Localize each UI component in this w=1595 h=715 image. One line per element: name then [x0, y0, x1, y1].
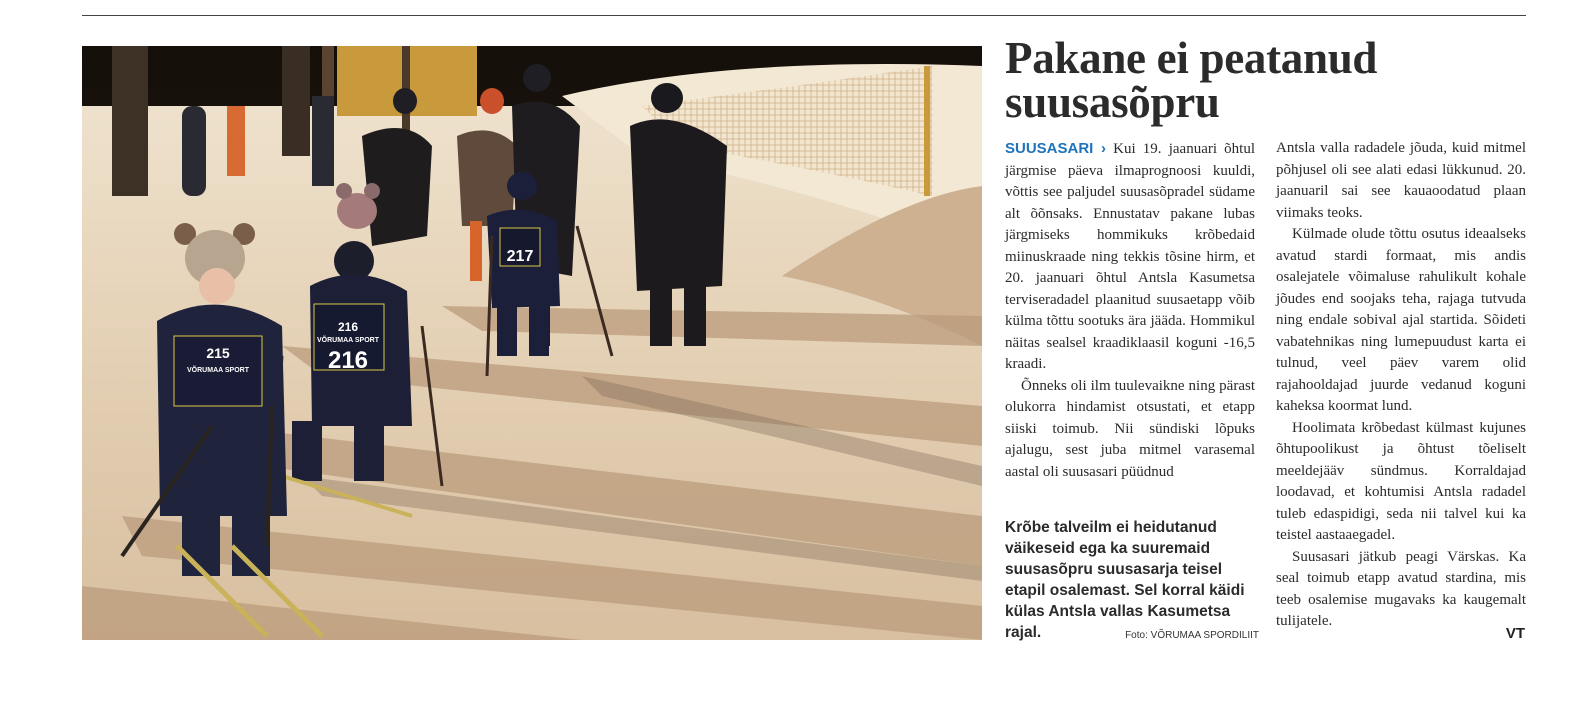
paragraph-4: Hoolimata krõbedast külmast kujunes õhtupoolikust ja õhtust tõeliselt meeldejääv sündmus. Korraldajad loodavad, et kohtumisi Antsla radadel tuleb edaspidigi, seda nii talvel kui ka teistel aastaaegadel. [1276, 419, 1526, 543]
author-initials: VT [1505, 625, 1525, 642]
photo-credit: Foto: VÕRUMAA SPORDILIIT [1125, 630, 1259, 641]
paragraph-2-continued: Antsla valla radadele jõuda, kuid mitmel põhjusel oli see alati edasi lükkunud. 20. jaanuaril sai see kauaoodatud plaan viimaks teoks. [1276, 140, 1526, 221]
lead-paragraph [1005, 138, 1255, 376]
top-divider [82, 15, 1526, 16]
paragraph-5: Suusasari jätkub peagi Värskas. Ka seal toimub etapp avatud stardina, mis teeb osalemise mugavaks ka kaugemalt tulijatele. [1276, 548, 1526, 629]
article-photo [82, 46, 982, 640]
bib-sponsor-216: VÕRUMAA SPORT [317, 337, 379, 344]
article-column-1 [1005, 138, 1255, 483]
lead-text: Kui 19. jaanuari õhtul järgmise päeva ilmaprognoosi kuuldi, võttis see paljudel suusasõpradel südame alt õõnsaks. Ennustatav pakane lubas järgmiseks hommikuks krõbedaid miinuskraade ning tekkis tõsine hirm, et 20. jaanuari õhtul Antsla Kasumetsa terviseradadel plaanitud suusaetapp võib külma tõttu sootuks ära jääda. Hommikul näitas sealsel kraadiklaasil koguni -16,5 kraadi. [1005, 141, 1256, 372]
kicker-label: SUUSASARI [1005, 140, 1094, 157]
bib-sponsor-215: VÕRUMAA SPORT [187, 367, 249, 374]
paragraph-3: Külmade olude tõttu osutus ideaalseks avatud stardi formaat, mis andis osalejatele võimaluse rahulikult kohale jõudes end soojaks teha, rajaga tutvuda ning endale sobival ajal startida. Sõideti vabatehnikas ning lumepuudust karta ei tulnud, veel päev varem olid rajahooldajad juurde vedanud koguni kaheksa koormat lund. [1276, 226, 1526, 414]
section-kicker [1005, 140, 1106, 157]
chevron-right-icon: › [1100, 140, 1106, 157]
photo-caption: Krõbe talveilm ei heidutanud väikeseid ega ka suuremaid suusasõpru suusasarja teisel etapil osalemast. Sel korral käidi külas Antsla vallas Kasumetsa rajal. [1005, 519, 1245, 641]
paragraph-2: Õnneks oli ilm tuulevaikne ning pärast olukorra hindamist otsustati, et etapp siiski toimub. Nii sündiski lõpuks ajalugu, sest juba mitmel varasemal aastal oli suusasari püüdnud [1005, 377, 1255, 480]
bib-number-216-top: 216 [337, 320, 359, 334]
bib-number-215: 215 [206, 345, 230, 361]
bib-number-217: 217 [506, 248, 534, 265]
article-column-2 [1276, 138, 1526, 633]
bib-number-216: 216 [327, 347, 369, 374]
article-headline: Pakane ei peatanud suusasõpru [1005, 33, 1378, 127]
